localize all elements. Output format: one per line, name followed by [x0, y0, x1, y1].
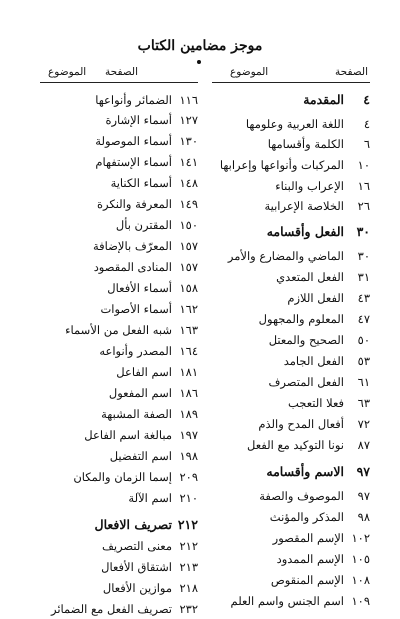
entry-title: الإسم الممدود: [276, 552, 344, 566]
entry-title: الكلمة وأقسامها: [267, 137, 344, 151]
page-number: ١٥٧: [179, 260, 198, 274]
toc-column-right: [212, 64, 370, 608]
page-number: ٩٨: [357, 510, 370, 524]
page-number: ١٥٧: [179, 239, 198, 253]
page-number: ٢١٢: [177, 517, 198, 532]
entry-title: الإسم المقصور: [272, 531, 344, 545]
page-number: ٦١: [357, 375, 370, 389]
page-number: ٦: [363, 137, 370, 151]
entry-title: المقدمة: [303, 92, 344, 107]
entry-title: أفعال المدح والذم: [258, 417, 344, 431]
toc-entry: [212, 267, 370, 287]
page-number: ١٤٨: [179, 176, 198, 190]
toc-entry: [212, 393, 370, 413]
page-number: ٤: [363, 117, 370, 131]
toc-entry: [212, 486, 370, 506]
page-number: ١٥٨: [179, 281, 198, 295]
entry-title: الفعل اللازم: [287, 291, 344, 305]
entry-title: الفعل المتعدي: [276, 270, 344, 284]
page-number: ٢١٣: [179, 560, 198, 574]
entry-title: اسم المفعول: [108, 386, 172, 400]
entry-title: الصحيح والمعتل: [268, 333, 344, 347]
toc-entry: [40, 488, 198, 508]
toc-entry: [40, 341, 198, 361]
entry-title: الماضي والمضارع والأمر: [227, 249, 344, 263]
entry-title: المصدر وأنواعه: [99, 344, 172, 358]
page-number: ١٠٥: [351, 552, 370, 566]
entry-title: أسماء الأفعال: [107, 281, 172, 295]
page-number: ٦٣: [357, 396, 370, 410]
header-topic-label: الموضوع: [48, 66, 87, 78]
entry-title: اللغة العربية وعلومها: [245, 117, 344, 131]
page-number: ٢١٠: [179, 491, 198, 505]
page-number: ١٥٠: [179, 218, 198, 232]
entry-title: أسماء الإستفهام: [95, 155, 172, 169]
toc-entry: [212, 372, 370, 392]
page-number: ١٦٢: [179, 302, 198, 316]
page-number: ٣١: [357, 270, 370, 284]
toc-entry: [212, 134, 370, 154]
entry-title: الفعل وأقسامه: [266, 224, 344, 239]
page-number: ٤٣: [357, 291, 370, 305]
page-number: ١٦٣: [179, 323, 198, 337]
entry-title: المعرفة والنكرة: [96, 197, 172, 211]
entry-title: اسم التفضيل: [109, 449, 172, 463]
entry-title: اشتقاق الأفعال: [101, 560, 172, 574]
page-number: ١٨١: [179, 365, 198, 379]
page-number: ٢٠٩: [179, 470, 198, 484]
entry-title: الموصوف والصفة: [259, 489, 344, 503]
page-number: ١٨٦: [179, 386, 198, 400]
toc-entry: [212, 570, 370, 590]
page-number: ١٦٤: [179, 344, 198, 358]
page-number: ١٠٩: [351, 594, 370, 608]
toc-column-left: [40, 64, 198, 616]
entry-title: موازين الأفعال: [102, 581, 172, 595]
entry-title: اسم الآلة: [128, 491, 172, 505]
toc-entry: [212, 330, 370, 350]
header-topic-label: الموضوع: [230, 66, 269, 78]
page-number: ١٢٧: [179, 113, 198, 127]
entry-title: الفعل المتصرف: [268, 375, 344, 389]
page-number: ١٩٧: [179, 428, 198, 442]
page-number: ٢٦: [357, 199, 370, 213]
entry-title: الاسم وأقسامه: [266, 464, 344, 479]
toc-entry: [40, 90, 198, 110]
entry-title: تصريف الفعل مع الضمائر: [50, 602, 172, 616]
column-header: [212, 64, 370, 83]
page-number: ٧٢: [357, 417, 370, 431]
toc-entry: [212, 196, 370, 216]
page-number: ١١٦: [179, 93, 198, 107]
entry-title: فعلا التعجب: [288, 396, 344, 410]
entry-title: الإسم المنقوص: [270, 573, 344, 587]
entry-title: المعرّف بالإضافة: [92, 239, 172, 253]
entry-title: المعلوم والمجهول: [258, 312, 344, 326]
header-page-label: الصفحة: [335, 66, 368, 78]
toc-entry: [40, 578, 198, 598]
page-number: ١٨٩: [179, 407, 198, 421]
toc-entry: [40, 152, 198, 172]
entry-title: الصفة المشبهة: [101, 407, 172, 421]
entry-title: المنادى المقصود: [93, 260, 172, 274]
entry-title: أسماء الإشارة: [105, 113, 172, 127]
entry-title: إسما الزمان والمكان: [73, 470, 172, 484]
toc-entry: [212, 507, 370, 527]
toc-entry: [40, 257, 198, 277]
page-number: ٤٧: [357, 312, 370, 326]
entry-title: اسم الفاعل: [116, 365, 172, 379]
entry-title: نونا التوكيد مع الفعل: [247, 438, 344, 452]
page-number: ١٩٨: [179, 449, 198, 463]
page-number: ٢١٨: [179, 581, 198, 595]
toc-entry: [212, 114, 370, 134]
entry-title: تصريف الافعال: [94, 517, 172, 532]
entry-title: الخلاصة الإعرابية: [264, 199, 344, 213]
toc-entry: [40, 383, 198, 403]
toc-entry: [40, 215, 198, 235]
toc-entry: [40, 320, 198, 340]
entry-title: الفعل الجامد: [283, 354, 344, 368]
toc-entry: [40, 467, 198, 487]
page-number: ٨٧: [357, 438, 370, 452]
toc-entry: [40, 278, 198, 298]
toc-entry: [40, 404, 198, 424]
entry-title: معنى التصريف: [101, 539, 172, 553]
toc-entry: [212, 351, 370, 371]
toc-section-heading: [212, 90, 370, 110]
toc-entry: [40, 362, 198, 382]
toc-entry: [40, 446, 198, 466]
page-number: ١٤١: [179, 155, 198, 169]
page-number: ١٤٩: [179, 197, 198, 211]
page-number: ٣٠: [357, 249, 370, 263]
entry-title: المركبات وأنواعها وإعرابها: [219, 158, 344, 172]
toc-entry: [212, 435, 370, 455]
entry-title: أسماء الموصولة: [95, 134, 172, 148]
toc-section-heading: [212, 462, 370, 482]
page-number: ١٠: [357, 158, 370, 172]
entry-title: شبه الفعل من الأسماء: [65, 323, 172, 337]
toc-entry: [40, 299, 198, 319]
toc-section-heading: [40, 515, 198, 535]
toc-entry: [40, 131, 198, 151]
entry-title: مبالغة اسم الفاعل: [84, 428, 172, 442]
toc-entry: [212, 528, 370, 548]
page-number: ٣٠: [356, 224, 370, 239]
toc-entry: [212, 591, 370, 611]
page-number: ٤: [363, 92, 370, 107]
entry-title: المقترن بأل: [115, 218, 172, 232]
toc-entry: [212, 176, 370, 196]
column-header: [40, 64, 198, 83]
toc-entry: [212, 309, 370, 329]
page-number: ٢٣٢: [179, 602, 198, 616]
toc-entry: [212, 414, 370, 434]
page-number: ١٣٠: [179, 134, 198, 148]
entry-title: الإعراب والبناء: [275, 179, 344, 193]
toc-entry: [40, 536, 198, 556]
toc-entry: [212, 155, 370, 175]
toc-entry: [40, 557, 198, 577]
page-number: ٩٧: [357, 489, 370, 503]
entry-title: المذكر والمؤنث: [269, 510, 344, 524]
page-number: ٢١٢: [179, 539, 198, 553]
toc-entry: [212, 549, 370, 569]
entry-title: أسماء الكناية: [110, 176, 172, 190]
entry-title: اسم الجنس واسم العلم: [230, 594, 344, 608]
page-number: ٥٠: [357, 333, 370, 347]
page-number: ٩٧: [356, 464, 370, 479]
page-title: موجز مضامين الكتاب: [137, 38, 263, 54]
entry-title: الضمائر وأنواعها: [95, 93, 172, 107]
toc-entry: [40, 236, 198, 256]
page-number: ٥٣: [357, 354, 370, 368]
toc-entry: [212, 246, 370, 266]
toc-entry: [40, 194, 198, 214]
toc-entry: [212, 288, 370, 308]
entry-title: أسماء الأصوات: [100, 302, 172, 316]
header-page-label: الصفحة: [105, 66, 138, 78]
page-number: ١٠٨: [351, 573, 370, 587]
toc-entry: [40, 425, 198, 445]
page-number: ١٦: [357, 179, 370, 193]
toc-entry: [40, 599, 198, 619]
toc-entry: [40, 110, 198, 130]
toc-section-heading: [212, 222, 370, 242]
page-number: ١٠٢: [351, 531, 370, 545]
toc-entry: [40, 173, 198, 193]
